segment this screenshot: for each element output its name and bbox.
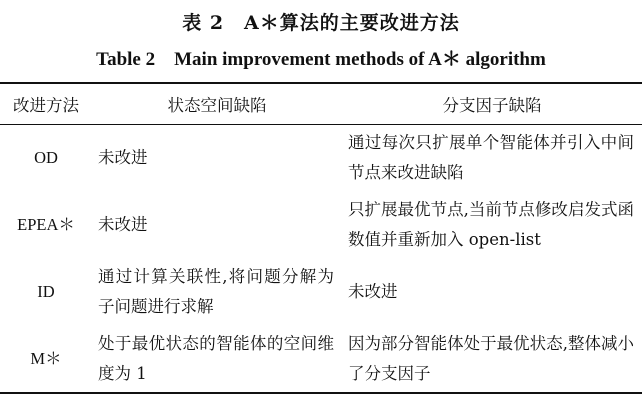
table-row xyxy=(0,259,642,326)
method-cell: ID xyxy=(37,282,55,301)
improvement-methods-table xyxy=(0,82,642,394)
branch-factor-cell: 通过每次只扩展单个智能体并引入中间节点来改进缺陷 xyxy=(348,133,634,183)
header-branch-factor-defect: 分支因子缺陷 xyxy=(442,96,542,115)
header-state-space-defect: 状态空间缺陷 xyxy=(167,96,267,115)
state-space-cell: 通过计算关联性,将问题分解为子问题进行求解 xyxy=(98,267,334,316)
method-cell: OD xyxy=(34,148,58,168)
state-space-cell: 未改进 xyxy=(98,215,148,234)
method-cell: EPEA＊ xyxy=(17,215,75,234)
branch-factor-cell: 因为部分智能体处于最优状态,整体减小了分支因子 xyxy=(348,333,634,383)
state-space-cell: 处于最优状态的智能体的空间维度为 1 xyxy=(98,333,334,383)
branch-factor-cell: 未改进 xyxy=(348,282,398,301)
branch-factor-cell: 只扩展最优节点,当前节点修改启发式函数值并重新加入 open-list xyxy=(348,200,634,249)
state-space-cell: 未改进 xyxy=(98,148,148,168)
table-row xyxy=(0,192,642,259)
table-row xyxy=(0,125,642,192)
method-cell: M＊ xyxy=(30,348,62,368)
header-method: 改进方法 xyxy=(13,96,79,115)
table-caption-english: Table 2 Main improvement methods of A＊ algorithm xyxy=(96,49,546,70)
table-header-row xyxy=(0,83,642,125)
table-row xyxy=(0,326,642,393)
table-caption-chinese: 表 2 A＊算法的主要改进方法 xyxy=(182,12,460,34)
